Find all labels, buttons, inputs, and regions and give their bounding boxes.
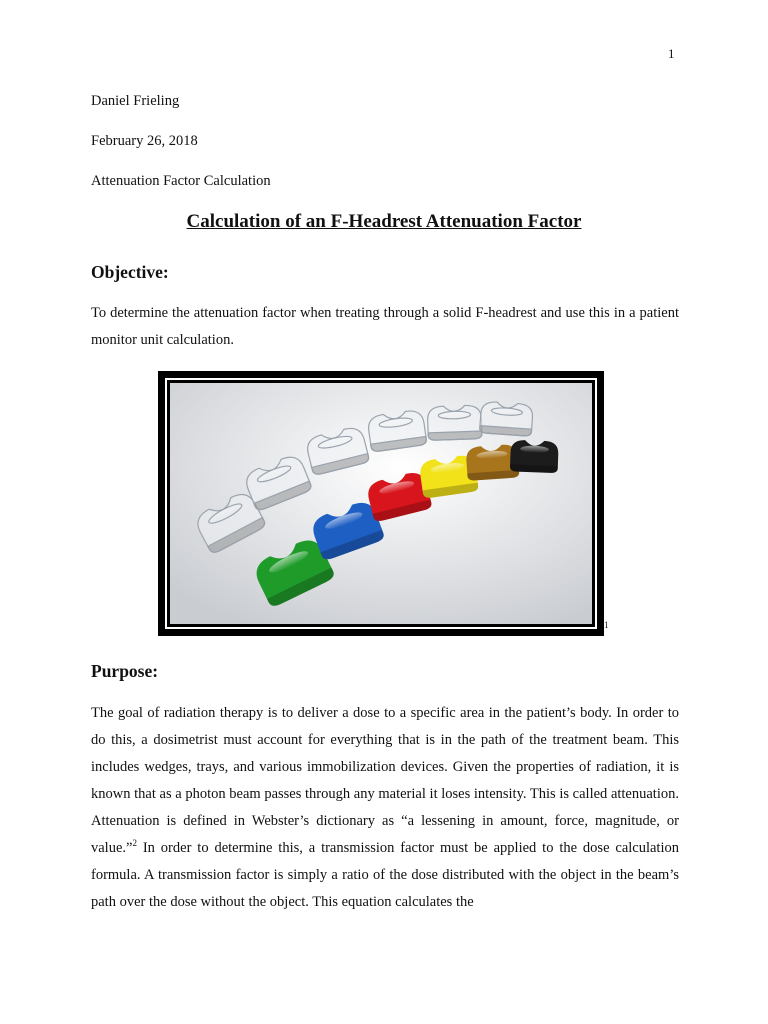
objective-paragraph: To determine the attenuation factor when treating through a solid F-headrest and use this in a patient monitor unit calculation. [91, 305, 679, 348]
footnote-ref: 2 [132, 838, 137, 849]
headrest-photo-frame [158, 371, 604, 636]
purpose-paragraph: The goal of radiation therapy is to deliver a dose to a specific area in the patient’s body. In order to do this, a dosimetrist must account for everything that is in the path of the treatment beam. This includes wedges, trays, and various immobilization devices. Given the properties of radiation, it is known that as a photon beam passes through any material it loses intensity. This is called attenuation. Attenuation is defined in Webster’s dictionary as “a lessening in amount, force, magnitude, or value.”$^2$ In order to determine this, a transmission factor must be applied to the dose calculation formula. A transmission factor is simply a ratio of the dose distributed with the object in the beam’s path over the dose without the object. This equation calculates the [91, 705, 679, 910]
headrest-photo [170, 383, 592, 624]
purpose-heading: Purpose: [91, 661, 159, 681]
author-line: Daniel Frieling [91, 93, 180, 109]
objective-heading: Objective: [91, 262, 169, 282]
date-line: February 26, 2018 [91, 133, 198, 149]
page-number: 1 [668, 46, 675, 61]
document-title: Calculation of an F-Headrest Attenuation Factor [186, 211, 582, 232]
subject-line: Attenuation Factor Calculation [91, 173, 271, 189]
figure-footnote-marker: 1 [604, 620, 609, 630]
